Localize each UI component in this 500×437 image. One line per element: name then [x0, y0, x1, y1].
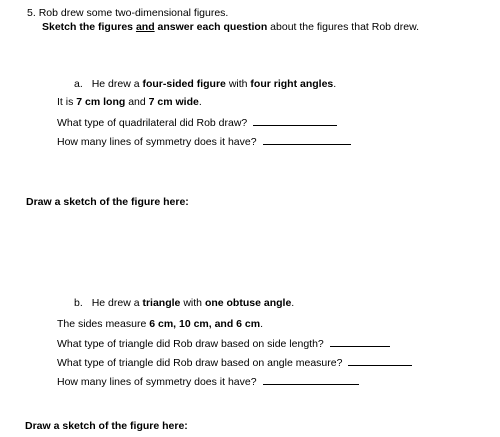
part-a-emphasis: 7 cm wide [148, 96, 199, 108]
part-a-emphasis: four right angles [250, 78, 334, 90]
part-a-text: and [128, 96, 146, 108]
answer-blank[interactable] [330, 337, 390, 347]
part-a-emphasis: four-sided figure [142, 78, 226, 90]
instruction-sketch: Sketch the figures [42, 21, 134, 33]
sketch-label-text: Draw a sketch of the figure here: [26, 196, 189, 208]
part-a-text: He drew a [91, 78, 140, 90]
part-b-question-1 [57, 337, 390, 350]
part-a-question-1 [57, 116, 337, 129]
sketch-label-b [25, 420, 188, 432]
part-b-question-3 [57, 375, 359, 388]
part-a-line1 [74, 78, 336, 90]
question-text: How many lines of symmetry does it have? [57, 136, 257, 148]
part-b-text: He drew a [91, 297, 140, 309]
part-b-emphasis: one obtuse angle [204, 297, 292, 309]
answer-blank[interactable] [263, 375, 359, 385]
part-b-line2 [57, 318, 263, 330]
question-text: What type of quadrilateral did Rob draw? [57, 117, 248, 129]
instruction-and: and [135, 21, 155, 33]
part-b-line1 [74, 297, 294, 309]
problem-intro-text: Rob drew some two-dimensional figures. [38, 7, 229, 19]
sketch-label-a [26, 196, 189, 208]
part-a-letter: a. [74, 78, 83, 90]
part-b-question-2 [57, 356, 412, 369]
part-b-text: The sides measure [57, 318, 147, 330]
part-b-emphasis: 6 cm, 10 cm, and 6 cm [149, 318, 261, 330]
part-b-text: . [260, 318, 264, 330]
part-b-letter: b. [74, 297, 83, 309]
part-a-line2 [57, 96, 202, 108]
instruction-answer: answer each question [157, 21, 268, 33]
answer-blank[interactable] [263, 135, 351, 145]
answer-blank[interactable] [253, 116, 337, 126]
part-b-emphasis: triangle [142, 297, 181, 309]
sketch-label-text: Draw a sketch of the figure here: [25, 420, 188, 432]
part-b-text: with [183, 297, 203, 309]
part-a-text: . [333, 78, 337, 90]
answer-blank[interactable] [348, 356, 412, 366]
instruction-rest: about the figures that Rob drew. [270, 21, 420, 33]
problem-instruction [42, 21, 419, 33]
part-b-text: . [291, 297, 295, 309]
part-a-text: with [228, 78, 248, 90]
part-a-question-2 [57, 135, 351, 148]
problem-intro [27, 7, 228, 19]
question-text: What type of triangle did Rob draw based on angle measure? [57, 357, 343, 369]
problem-number: 5. [27, 7, 36, 19]
part-a-emphasis: 7 cm long [76, 96, 126, 108]
question-text: How many lines of symmetry does it have? [57, 376, 257, 388]
part-a-text: . [198, 96, 202, 108]
question-text: What type of triangle did Rob draw based on side length? [57, 338, 324, 350]
part-a-text: It is [57, 96, 74, 108]
